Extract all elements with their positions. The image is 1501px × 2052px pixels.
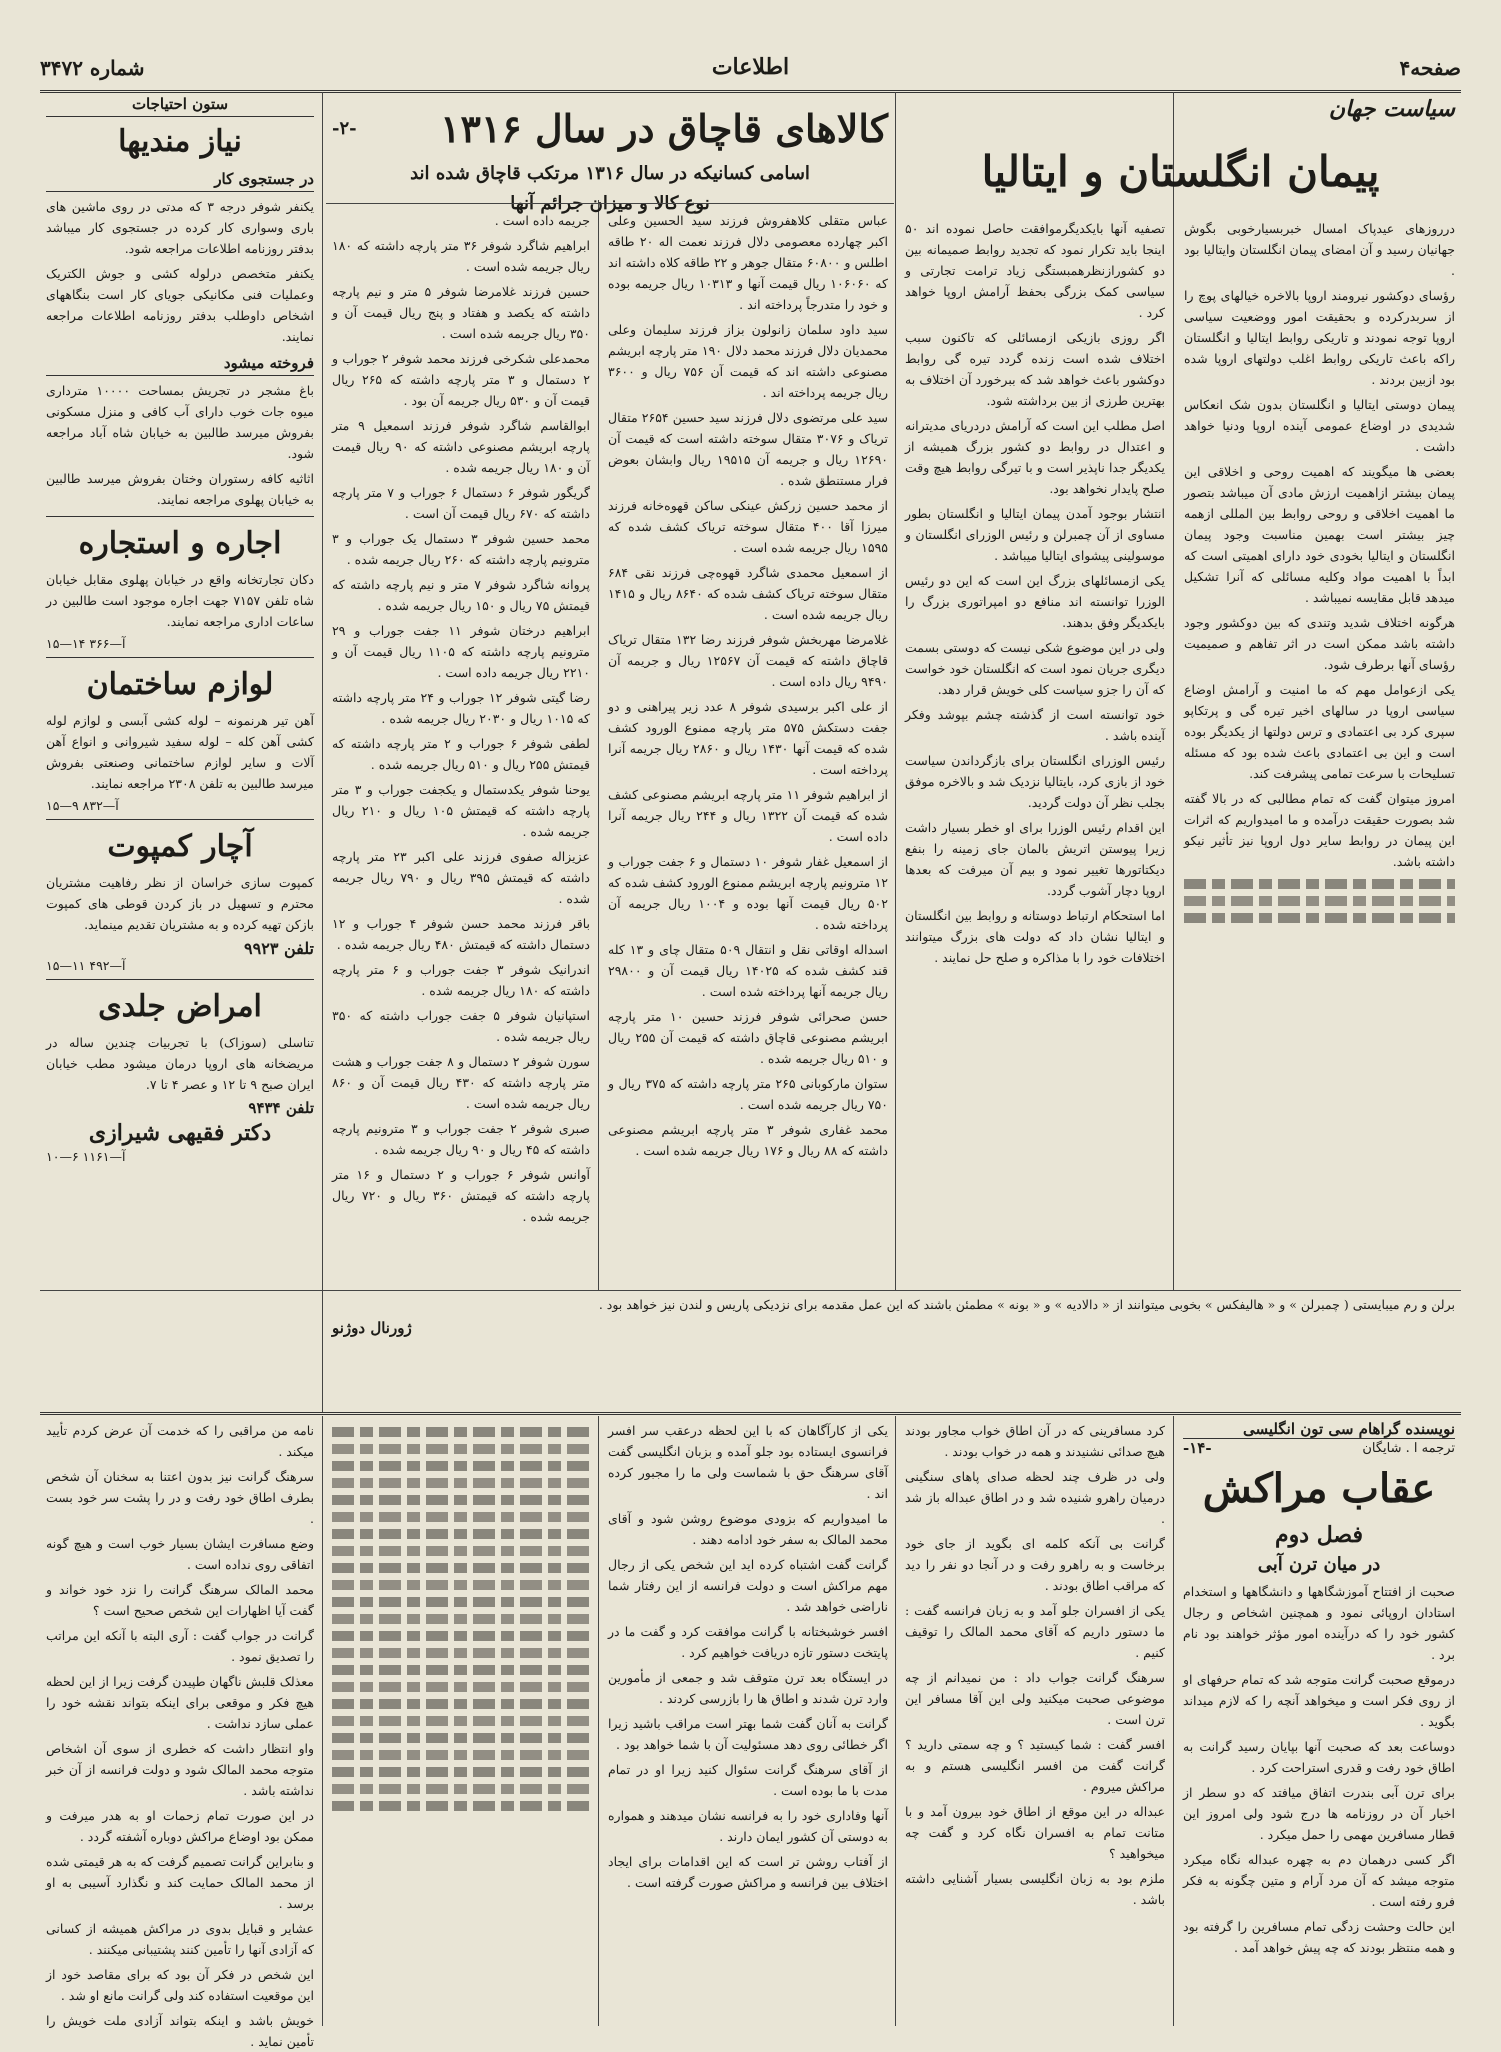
novel-paragraph: سرهنگ گرانت نیز بدون اعتنا به سخنان آن شخص بطرف اطاق خود رفت و در را پشت سر خود بست . [42, 1469, 314, 1526]
contraband-paragraph: غلامرضا مهربخش شوفر فرزند رضا ۱۳۲ متقال تریاک قاچاق داشته که قیمت آن ۱۲۵۶۷ ریال و جریمه آن ۹۴۹۰ ریال داده است . [604, 632, 888, 689]
novel-paragraph: از آفتاب روشن تر است که این اقدامات برای ایجاد اختلاف بین فرانسه و مراکش صورت گرفته است . [604, 1854, 888, 1890]
contraband-paragraph: باقر فرزند محمد حسن شوفر ۴ جوراب و ۱۲ دستمال داشته که قیمتش ۴۸۰ ریال جریمه شده . [328, 916, 590, 952]
needs-title: نیاز مندیها [118, 124, 242, 159]
materials-title: لوازم ساختمان [86, 667, 274, 702]
politics-body [1178, 218, 1461, 1288]
novel-chapter: فصل دوم [1275, 1522, 1363, 1548]
contraband-paragraph: جریمه داده است . [494, 213, 590, 228]
contraband-paragraph: از ابراهیم شوفر ۱۱ متر پارچه ابریشم مصنوعی کشف شده که قیمت آن ۱۳۲۲ ریال و ۲۴۴ ریال جریمه آنرا داده است . [604, 787, 889, 844]
contraband-paragraph: یوحنا شوفر یکدستمال و یکجفت جوراب و ۳ متر پارچه داشته که قیمتش ۱۰۵ ریال و ۲۱۰ ریال جریمه شده . [328, 782, 591, 839]
contraband-paragraph: آوانس شوفر ۶ جوراب و ۲ دستمال و ۱۶ متر پارچه داشته که قیمتش ۳۶۰ ریال و ۷۲۰ ریال جریمه شده . [328, 1167, 590, 1224]
novel-paragraph: گرانت در جواب گفت : آری البته با آنکه این مراتب را تصدیق نمود . [42, 1628, 314, 1664]
contraband-paragraph: عباس متقلی کلاهفروش فرزند سید الحسین وعلی اکبر چهارده معصومی دلال فرزند نعمت اله ۲۰ طاقه اطلس و ۶۰۸۰۰ متقال جوهر و ۲۲ طاقه کلاه داشته اند که ۱۰۶۰۶۰ ریال قیمت آنها و ۱۰۳۱۳ ریال جریمه بوده و خود را متدرجاً پرداخته اند . [604, 213, 888, 312]
contraband-paragraph: استپانیان شوفر ۵ جفت جوراب داشته که ۳۵۰ ریال جریمه شده . [328, 1008, 590, 1044]
compote-ad: کمپوت سازی خراسان از نظر رفاهیت مشتریان محترم و تسهیل در باز کردن قوطی های کمپوت بازکن تهیه کرده و به مشتریان تقدیم مینماید. [42, 875, 314, 932]
politics-headline: پیمان انگلستان و ایتالیا [981, 147, 1380, 196]
contraband-paragraph: ابراهیم درختان شوفر ۱۱ جفت جوراب و ۲۹ مترونیم پارچه داشته که ۱۱۰۵ ریال قیمت آن و ۲۲۱۰ ریال جریمه داده است . [328, 623, 590, 680]
politics-paragraph: درروزهای عیدپاک امسال خبربسیارخوبی بگوش جهانیان رسید و آن امضای پیمان انگلستان وایتالیا بود . [1180, 221, 1455, 278]
politics-paragraph: این اقدام رئیس الوزرا برای او خطر بسیار داشت زیرا پیوستن اتریش بالمان جای زمینه را بنفع دیکتاتورها تغییر نمود و بیم آن میرفت که بعدها اروپا دچار آشوب گردد. [901, 820, 1165, 898]
politics-continuation [899, 218, 1171, 1288]
novel-paragraph: افسر گفت : شما کیستید ؟ و چه سمتی دارید ؟ گرانت گفت من افسر انگلیسی هستم و به مراکش میروم . [901, 1737, 1165, 1794]
column-rule [322, 92, 323, 1412]
novel-paragraph: محمد المالک سرهنگ گرانت را نزد خود خواند و گفت آیا اظهارات این شخص صحیح است ؟ [42, 1582, 314, 1618]
sale-ad: باغ مشجر در تجریش بمساحت ۱۰۰۰۰ مترداری میوه جات خوب دارای آب کافی و منزل مسکونی بفروش میرسد طالبین به خیابان شاه آباد مراجعه شود. [42, 383, 314, 461]
novel-paragraph: سرهنگ گرانت جواب داد : من نمیدانم از چه موضوعی صحبت میکنید ولی این آقا مسافر این ترن است . [901, 1670, 1165, 1727]
novel-author: نویسنده گراهام سی تون انگلیسی [1183, 1420, 1455, 1439]
novel-paragraph: معذلک قلبش ناگهان طپیدن گرفت زیرا از این لحظه هیچ فکر و موقعی برای اینکه بتواند نقشه خود را عملی سازد نداشت . [42, 1674, 314, 1731]
doctor-code: آ—۱۱۶۱ ۶—۱۰ [46, 1149, 126, 1164]
politics-headline-box [900, 140, 1461, 210]
contraband-issue-tag: -۲- [332, 118, 357, 139]
column-rule [598, 200, 599, 1290]
novel-paragraph: گرانت به آنان گفت شما بهتر است مراقب باشید زیرا اگر خطائی روی دهد مسئولیت آن با شما خواهد بود . [604, 1716, 888, 1752]
novel-paragraph: نامه من مراقبی را که خدمت آن عرض کردم تأیید میکند . [42, 1423, 314, 1459]
contraband-paragraph: گریگور شوفر ۶ دستمال ۶ جوراب و ۷ متر پارچه داشته که ۶۷۰ ریال قیمت آن است . [328, 485, 590, 521]
contraband-paragraph: محمدعلی شکرخی فرزند محمد شوفر ۲ جوراب و ۲ دستمال و ۳ متر پارچه داشته که ۲۶۵ ریال قیمت آن و ۵۳۰ ریال جریمه آن بود . [328, 351, 591, 408]
novel-section: در میان ترن آبی [1257, 1554, 1381, 1575]
politics-paragraph: اصل مطلب این است که آرامش دردریای مدیترانه و اعتدال در روابط دو کشور بزرگ همیشه از یکدیگر جدا ناپذیر است و با تیرگی روابط هیچ وقت صلح پایدار نخواهد بود. [901, 418, 1165, 496]
novel-paragraph: عبداله در این موقع از اطاق خود بیرون آمد و با متانت تمام به افسران نگاه کرد و گفت چه میخواهید ؟ [901, 1804, 1165, 1861]
novel-paragraph: وضع مسافرت ایشان بسیار خوب است و هیچ گونه اتفاقی روی نداده است . [42, 1536, 314, 1572]
novel-paragraph: ما امیدواریم که بزودی موضوع روشن شود و آقای محمد المالک به سفر خود ادامه دهند . [604, 1511, 888, 1547]
novel-paragraph: افسر خوشبختانه با گرانت موافقت کرد و گفت ما در پایتخت دستور تازه دریافت خواهیم کرد . [604, 1624, 888, 1660]
politics-tail-source: ژورنال دوژنو [332, 1319, 412, 1337]
novel-paragraph: و بنابراین گرانت تصمیم گرفت که به هر قیمتی شده از محمد المالک حمایت کند و نگذارد آسیبی به او برسد . [42, 1854, 314, 1911]
compote-title: آچار کمپوت [107, 829, 253, 864]
novel-paragraph: یکی از کارآگاهان که با این لحظه درعقب سر افسر فرانسوی ایستاده بود جلو آمده و بزبان انگلیسی گفت آقای سرهنگ حق با شماست ولی ما را مجبور کرده اند . [604, 1423, 888, 1501]
skin-title: امراض جلدی [98, 989, 262, 1024]
novel-paragraph: ولی در ظرف چند لحظه صدای پاهای سنگینی درمیان راهرو شنیده شد و در اطاق عبداله باز شد . [901, 1469, 1165, 1526]
novel-paragraph: آنها وفاداری خود را به فرانسه نشان میدهند و همواره به دوستی آن کشور ایمان دارند . [604, 1808, 888, 1844]
contraband-paragraph: سورن شوفر ۲ دستمال و ۸ جفت جوراب و هشت متر پارچه داشته که ۴۳۰ ریال قیمت آن و ۸۶۰ ریال جریمه شده است . [328, 1054, 591, 1111]
sale-head: فروخته میشود [46, 351, 314, 376]
politics-paragraph: رؤسای دوکشور نیرومند اروپا بالاخره خیالهای پوچ را از سربدرکرده و بحقیقت امور ووضعیت سیاسی اروپا توجه نمودند و تاریکی روابط ایتالیا و انگلستان راکه باعث تاریکی روابط اغلب دولتهای اروپا شده بود ازبین بردند . [1180, 288, 1455, 387]
novel-continuation-3 [40, 1420, 320, 2049]
contraband-paragraph: حسن صحرائی شوفر فرزند حسین ۱۰ متر پارچه ابریشم مصنوعی قاچاق داشته که قیمت آن ۲۵۵ ریال و ۵۱۰ ریال جریمه شده . [604, 1009, 888, 1066]
politics-paragraph: پیمان دوستی ایتالیا و انگلستان بدون شک انعکاس شدیدی در اوضاع عمومی آینده اروپا ودنیا خواهد داشت . [1180, 397, 1455, 454]
masthead [40, 50, 1461, 93]
contraband-paragraph: ستوان مارکوبانی ۲۶۵ متر پارچه داشته که ۳۷۵ ریال و ۷۵۰ ریال جریمه شده است . [604, 1076, 888, 1112]
sale-ad: اثاثیه کافه رستوران وختان بفروش میرسد طالبین به خیابان پهلوی مراجعه نمایند. [42, 471, 314, 507]
politics-paragraph: رئیس الوزرای انگلستان برای بازگرداندن سیاست خود از بازی کرد، بایتالیا نزدیک شد و بالاخره موفق بجلب نظر آن دولت گردید. [901, 753, 1165, 810]
novel-continuation-2 [602, 1420, 894, 2026]
politics-tail-text: برلن و رم میبایستی ( چمبرلن » و « هالیفکس » بخوبی میتوانند از « دالادیه » و « بونه » مطمئن باشند که این عمل مقدمه برای نزدیکی پاریس و لندن نیز خواهد بود . [598, 1297, 1455, 1312]
politics-paragraph: بعضی ها میگویند که اهمیت روحی و اخلاقی این پیمان بیشتر ازاهمیت ارزش مادی آن میباشد بتصور ما اهمیت اخلاقی و روحی روابط بین المللی ازهمه چیز بیشتر است بهمین مناسبت وجود پیمان انگلستان و ایتالیا بخودی خود دارای اهمیتی است که ابداً با اهمیت مواد وکلیه مسائلی که آنرا تشکیل میدهد قابل مقایسه نمیباشد . [1180, 464, 1455, 605]
paper-name: اطلاعات [711, 54, 790, 80]
contraband-subhead-2: نوع کالا و میزان جرائم آنها [510, 193, 710, 214]
contraband-paragraph: از محمد حسین زرکش عینکی ساکن قهوه‌خانه فرزند میرزا آقا ۴۰۰ متقال سوخته تریاک کشف شده که ۱۵۹۵ ریال جریمه شده است . [604, 498, 889, 555]
contraband-subhead-1: اسامی کسانیکه در سال ۱۳۱۶ مرتکب قاچاق شده اند [410, 163, 810, 184]
novel-paragraph: این شخص در فکر آن بود که برای مقاصد خود از این موقعیت استفاده کند ولی گرانت مانع او شد . [42, 1967, 314, 2003]
contraband-paragraph: از اسمعیل غفار شوفر ۱۰ دستمال و ۶ جفت جوراب و ۱۲ مترونیم پارچه ابریشم ممنوع الورود کشف شده که ۵۰۲ ریال قیمت آنها بوده و ۱۰۰۴ ریال جریمه آن پرداخته شده . [604, 854, 889, 932]
novel-paragraph: گرانت گفت اشتباه کرده اید این شخص یکی از رجال مهم مراکش است و دولت فرانسه از این رفتار شما ناراضی خواهد شد . [604, 1557, 888, 1614]
novel-paragraph: در ایستگاه بعد ترن متوقف شد و جمعی از مأمورین وارد ترن شدند و اطاق ها را بازرسی کردند . [604, 1670, 888, 1706]
contraband-paragraph: صبری شوفر ۲ جفت جوراب و ۳ مترونیم پارچه داشته که ۴۵ ریال و ۹۰ ریال جریمه شده . [328, 1121, 590, 1157]
novel-issue-tag: -۱۴- [1183, 1439, 1212, 1457]
compote-phone: تلفن ۹۹۲۳ [244, 939, 314, 958]
column-rule [895, 92, 896, 1290]
skin-phone: تلفن ۹۴۳۴ [248, 1099, 314, 1117]
novel-column [1177, 1420, 1461, 2026]
job-ad: یکنفر متخصص درلوله کشی و جوش الکتریک وعملیات فنی مکانیکی جویای کار است بنگاههای اشخاص داوطلب بدفتر روزنامه اطلاعات مراجعه نمایند. [42, 266, 314, 344]
novel-continuation-1 [899, 1420, 1171, 2026]
novel-paragraph: صحبت از افتتاح آموزشگاهها و دانشگاهها و استخدام استادان اروپائی نمود و همچنین اشخاص و رجال کشور خود را که درآینده امور مؤثر خواهند بود نام برد . [1179, 1584, 1455, 1662]
classifieds-sidebar [40, 92, 320, 1412]
contraband-paragraph: رضا گیتی شوفر ۱۲ جوراب و ۲۴ متر پارچه داشته که ۱۰۱۵ ریال و ۲۰۳۰ ریال جریمه شده . [328, 690, 590, 726]
contraband-header [326, 100, 894, 214]
skin-ad: تناسلی (سوزاک) با تجربیات چندین ساله در مریضخانه های اروپا درمان میشود مطب خیابان ایران صبح ۹ تا ۱۲ و عصر ۴ تا ۷. [42, 1035, 314, 1092]
compote-code: آ—۴۹۲ ۱۱—۱۵ [46, 958, 126, 973]
novel-paragraph: واو انتظار داشت که خطری از سوی آن اشخاص متوجه محمد المالک شود و دولت فرانسه از آن خبر نداشته باشد . [42, 1741, 314, 1798]
contraband-paragraph: محمد غفاری شوفر ۳ متر پارچه ابریشم مصنوعی داشته که ۸۸ ریال و ۱۷۶ ریال جریمه شده است . [604, 1122, 889, 1158]
section-divider-double [40, 1412, 1461, 1415]
contraband-paragraph: سید علی مرتضوی دلال فرزند سید حسین ۲۶۵۴ متقال تریاک و ۳۰۷۶ متقال سوخته داشته است که قیمت آن ۱۲۶۹۰ ریال و جریمه آن ۱۹۵۱۵ ریال وابشان بعوض فرار مستنطق شده . [604, 410, 888, 488]
novel-title: عقاب مراکش [1202, 1465, 1436, 1512]
politics-paragraph: انتشار بوجود آمدن پیمان ایتالیا و انگلستان بطور مساوی از آن چمبرلن و رئیس الوزرای انگلستان و موسولینی پیشوای ایتالیا میباشد . [901, 506, 1165, 563]
novel-paragraph: ملزم بود به زبان انگلیسی بسیار آشنایی داشته باشد . [901, 1871, 1165, 1907]
contraband-continuation [326, 210, 596, 1288]
contraband-paragraph: از اسمعیل محمدی شاگرد قهوه‌چی فرزند نقی ۶۸۴ متقال سوخته تریاک کشف شده که ۸۶۴۰ ریال و ۱۴۱۵ ریال جریمه شده است . [604, 565, 888, 622]
novel-paragraph: اگر کسی درهمان دم به چهره عبداله نگاه میکرد متوجه میشد که آن مرد آرام و متین چگونه به فکر فرو رفته است . [1179, 1852, 1455, 1909]
doctor-name: دکتر فقیهی شیرازی [88, 1120, 272, 1146]
politics-paragraph: ولی در این موضوع شکی نیست که دوستی بسمت دیگری جریان نمود است که انگلستان خود خواست که آن را جزو سیاست کلی خویش قرار دهد. [901, 640, 1165, 697]
materials-code: آ—۸۳۲ ۹—۱۵ [46, 798, 119, 813]
politics-paragraph: اگر روزی بازیکی ازمسائلی که تاکنون سبب اختلاف شده است زنده گردد تیره گی روابط دوکشور باعث خواهد شد که ببرخورد آن اختلاف به بهترین طرزی از بین برداشته شود. [901, 330, 1165, 408]
politics-paragraph: یکی ازعوامل مهم که ما امنیت و آرامش اوضاع سیاسی اروپا در سالهای اخیر تیره گی و پرتکاپو سپری کرد بی اعتمادی و ترس دولتها از یکدیگر بوده است و این بی اعتمادی باعث شده بود که مسئله تسلیحات با سرعت تمامی پیشرفت کند. [1180, 682, 1455, 781]
novel-paragraph: یکی از افسران جلو آمد و به زبان فرانسه گفت : ما دستور داریم که آقای محمد المالک را توقیف کنیم . [901, 1603, 1165, 1660]
contraband-headline: کالاهای قاچاق در سال ۱۳۱۶ [440, 106, 888, 151]
novel-paragraph: عشایر و قبایل بدوی در مراکش همیشه از کسانی که آزادی آنها را تأمین کنند پشتیبانی میکنند . [42, 1921, 314, 1957]
contraband-paragraph: پروانه شاگرد شوفر ۷ متر و نیم پارچه داشته که قیمتش ۷۵ ریال و ۱۵۰ ریال جریمه شده . [328, 577, 590, 613]
novel-paragraph: خویش باشد و اینکه بتواند آزادی ملت خویش را تأمین نماید . [42, 2013, 314, 2049]
column-rule [895, 1416, 896, 2026]
issue-number: شماره ۳۴۷۲ [40, 56, 145, 80]
contraband-paragraph: لطفی شوفر ۶ جوراب و ۲ متر پارچه داشته که قیمتش ۲۵۵ ریال و ۵۱۰ ریال جریمه شده . [328, 736, 590, 772]
contraband-paragraph: حسین فرزند غلامرضا شوفر ۵ متر و نیم پارچه داشته که یکصد و هفتاد و پنج ریال قیمت آن و ۳۵۰ ریال جریمه شده است . [328, 284, 590, 341]
contraband-paragraph: اسداله اوقاتی نقل و انتقال ۵۰۹ متقال چای و ۱۳ کله قند کشف شده که ۱۴۰۲۵ ریال قیمت آن و ۲۹۸۰۰ ریال جریمه آنها پرداخته شده است . [604, 942, 889, 999]
novel-paragraph: دوساعت بعد که صحبت آنها بپایان رسید گرانت به اطاق خود رفت و قدری استراحت کرد . [1179, 1739, 1455, 1775]
contraband-paragraph: محمد حسین شوفر ۳ دستمال یک جوراب و ۳ مترونیم پارچه داشته که ۲۶۰ ریال جریمه شده . [328, 531, 590, 567]
novel-paragraph: این حالت وحشت زدگی تمام مسافرین را گرفته بود و همه منتظر بودند که چه پیش خواهد آمد . [1179, 1919, 1455, 1955]
page-label: صفحه۴ [1399, 56, 1461, 80]
novel-paragraph: در این صورت تمام زحمات او به هدر میرفت و ممکن بود اوضاع مراکش دوباره آشفته گردد . [42, 1808, 314, 1844]
novel-translator: ترجمه ا . شایگان [1362, 1440, 1455, 1456]
rent-title: اجاره و استجاره [78, 526, 282, 561]
novel-continuation-4 [326, 1420, 596, 2026]
contraband-paragraph: ابراهیم شاگرد شوفر ۳۶ متر پارچه داشته که ۱۸۰ ریال جریمه شده است . [328, 238, 590, 274]
column-rule [1173, 1416, 1174, 2026]
contraband-body [602, 210, 894, 1288]
column-rule [322, 1416, 323, 2026]
contraband-paragraph: اندرانیک شوفر ۳ جفت جوراب و ۶ متر پارچه داشته که ۱۸۰ ریال جریمه شده . [328, 962, 590, 998]
politics-paragraph: تصفیه آنها بایکدیگرموافقت حاصل نموده اند ۵۰ اینجا باید تکرار نمود که تجدید روابط صمیمانه بین دو کشورازنظرهمبستگی زیاد ترامت تجارتی و سیاسی کمک بزرگی بحفظ آرامش اروپا خواهد کرد . [901, 221, 1165, 320]
contraband-paragraph: ابوالقاسم شاگرد شوفر فرزند اسمعیل ۹ متر پارچه ابریشم مصنوعی داشته که ۹۰ ریال قیمت آن و ۱۸۰ ریال جریمه شده . [328, 418, 591, 475]
politics-paragraph: خود توانسته است از گذشته چشم بپوشد وفکر آینده باشد . [901, 707, 1165, 743]
jobs-head: در جستجوی کار [46, 167, 314, 192]
politics-tail [326, 1294, 1461, 1410]
contraband-paragraph: سید داود سلمان زانولون بزاز فرزند سلیمان وعلی محمدیان دلال فرزند محمد دلال ۱۹۰ متر پارچه ابریشم مصنوعی داشته اند که قیمت آن ۷۵۶ ریال و ۳۶۰۰ ریال جریمه پرداخته اند . [604, 322, 888, 400]
politics-paragraph: امروز میتوان گفت که تمام مطالبی که در بالا گفته شد بصورت حقیقت درآمده و ما امیدواریم که اثرات این پیمان در روابط سایر دول اروپا نیز تأثیر نیکو داشته باشد. [1180, 791, 1455, 869]
novel-paragraph: برای ترن آبی بندرت اتفاق میافتد که دو سطر از اخبار آن در روزنامه ها درج شود ولی امروز این قطار مسافرین مهمی را حمل میکرد . [1179, 1785, 1455, 1842]
novel-paragraph: از آقای سرهنگ گرانت سئوال کنید زیرا او در تمام مدت با ما بوده است . [604, 1762, 888, 1798]
rent-ad: دکان تجارتخانه واقع در خیابان پهلوی مقابل خیابان شاه تلفن ۷۱۵۷ جهت اجاره موجود است طالبین در ساعات اداری مراجعه نمایند. [42, 572, 314, 629]
novel-paragraph: کرد مسافرینی که در آن اطاق خواب مجاور بودند هیچ صدائی نشنیدند و همه در خواب بودند . [901, 1423, 1165, 1459]
materials-ad: آهن تیر هرنمونه – لوله کشی آبسی و لوازم لوله کشی آهن کله – لوله سفید شیروانی و انواع آهن آلات و سایر لوازم ساختمانی وصنعتی بفروش میرسد طالبین به تلفن ۲۳۰۸ مراجعه نمایند. [42, 713, 314, 791]
politics-paragraph: اما استحکام ارتباط دوستانه و روابط بین انگلستان و ایتالیا نشان داد که دولت های بزرگ میتوانند اختلافات خود را با مذاکره و صلح حل نمایند . [901, 908, 1165, 965]
politics-paragraph: هرگونه اختلاف شدید وتندی که بین دوکشور وجود داشته باشد ممکن است در اثر تفاهم و صمیمیت رؤسای آنها برطرف شود. [1180, 615, 1455, 672]
novel-paragraph: درموقع صحبت گرانت متوجه شد که تمام حرفهای او از روی فکر است و میخواهد آنچه را که لازم میداند بگوید . [1179, 1672, 1455, 1729]
contraband-paragraph: عزیزاله صفوی فرزند علی اکبر ۲۳ متر پارچه داشته که قیمتش ۳۹۵ ریال و ۷۹۰ ریال جریمه شده . [328, 849, 590, 906]
job-ad: یکنفر شوفر درجه ۳ که مدتی در روی ماشین های باری وسواری کار کرده در جستجوی کار میباشد بدفتر روزنامه اطلاعات مراجعه شود. [42, 199, 314, 256]
column-rule [598, 1416, 599, 2026]
contraband-paragraph: از علی اکبر برسیدی شوفر ۸ عدد زیر پیراهنی و دو جفت دستکش ۵۷۵ متر پارچه ممنوع الورود کشف شده که قیمت آنها ۱۴۳۰ ریال و ۲۸۶۰ ریال جریمه آنرا پرداخته است . [604, 699, 889, 777]
rent-code: آ—۳۶۶ ۱۴—۱۵ [46, 636, 126, 651]
politics-kicker: سیاست جهان [1328, 96, 1455, 122]
classifieds-head: ستون احتیاجات [46, 92, 314, 117]
novel-paragraph: گرانت بی آنکه کلمه ای بگوید از جای خود برخاست و به راهرو رفت و در آنجا دو نفر را دید که مراقب اطاق بودند . [901, 1536, 1165, 1593]
contraband-head-rule [326, 203, 894, 204]
politics-paragraph: یکی ازمسائلهای بزرگ این است که این دو رئیس الوزرا توانسته اند منافع دو امپراتوری بزرگ را بایکدیگر وفق بدهند. [901, 573, 1165, 630]
